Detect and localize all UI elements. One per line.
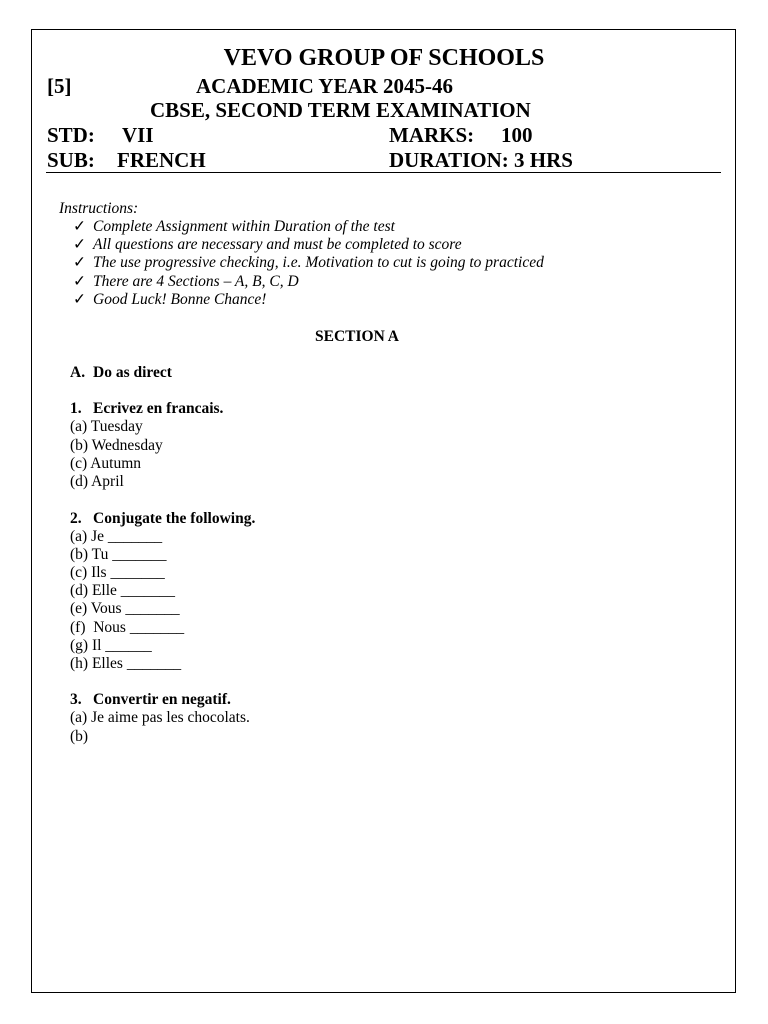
check-icon: ✓ [73, 236, 86, 253]
answer-item: (c) Autumn [70, 455, 142, 472]
sub-label: SUB: [47, 148, 95, 172]
instructions-heading: Instructions: [59, 200, 139, 217]
answer-item: (a) Je aime pas les chocolats. [70, 709, 250, 726]
instruction-text: Good Luck! Bonne Chance! [93, 291, 267, 308]
check-icon: ✓ [73, 273, 86, 290]
std-label: STD: [47, 123, 95, 147]
instruction-text: The use progressive checking, i.e. Motivation to cut is going to practiced [93, 254, 544, 271]
marks-value: 100 [501, 123, 533, 147]
school-title: VEVO GROUP OF SCHOOLS [223, 45, 545, 71]
instruction-item [73, 218, 395, 236]
instruction-item [73, 273, 299, 291]
sub-value: FRENCH [117, 148, 206, 172]
question-title: Conjugate the following. [93, 510, 256, 527]
answer-item: (b) [70, 728, 89, 745]
duration: DURATION: 3 HRS [389, 148, 573, 172]
check-icon: ✓ [73, 291, 86, 308]
academic-year: ACADEMIC YEAR 2045-46 [196, 74, 454, 98]
part-title: Do as direct [93, 364, 172, 381]
instruction-item [73, 254, 544, 272]
instruction-text: Complete Assignment within Duration of the test [93, 218, 395, 235]
section-title: SECTION A [315, 328, 399, 345]
instruction-item [73, 291, 266, 309]
instruction-text: All questions are necessary and must be completed to score [93, 236, 462, 253]
answer-item: (a) Je _______ [70, 528, 163, 545]
header-rule [46, 172, 721, 173]
question-title: Convertir en negatif. [93, 691, 231, 708]
question-number: 2. [70, 510, 82, 527]
question-number: 1. [70, 400, 82, 417]
part-letter: A. [70, 364, 86, 381]
std-value: VII [122, 123, 154, 147]
answer-item: (b) Wednesday [70, 437, 163, 454]
answer-item: (c) Ils _______ [70, 564, 165, 581]
question-number: 3. [70, 691, 82, 708]
instruction-text: There are 4 Sections – A, B, C, D [93, 273, 299, 290]
exam-title: CBSE, SECOND TERM EXAMINATION [150, 98, 531, 122]
instruction-item [73, 236, 462, 254]
check-icon: ✓ [73, 254, 86, 271]
answer-item: (d) April [70, 473, 124, 490]
answer-item: (e) Vous _______ [70, 600, 180, 617]
marks-label: MARKS: [389, 123, 475, 147]
answer-item: (h) Elles _______ [70, 655, 182, 672]
answer-item: (g) Il ______ [70, 637, 152, 654]
check-icon: ✓ [73, 218, 86, 235]
answer-item: (b) Tu _______ [70, 546, 167, 563]
answer-item: (f) Nous _______ [70, 619, 185, 636]
question-title: Ecrivez en francais. [93, 400, 224, 417]
page-mark: [5] [47, 74, 72, 98]
answer-item: (a) Tuesday [70, 418, 143, 435]
answer-item: (d) Elle _______ [70, 582, 176, 599]
